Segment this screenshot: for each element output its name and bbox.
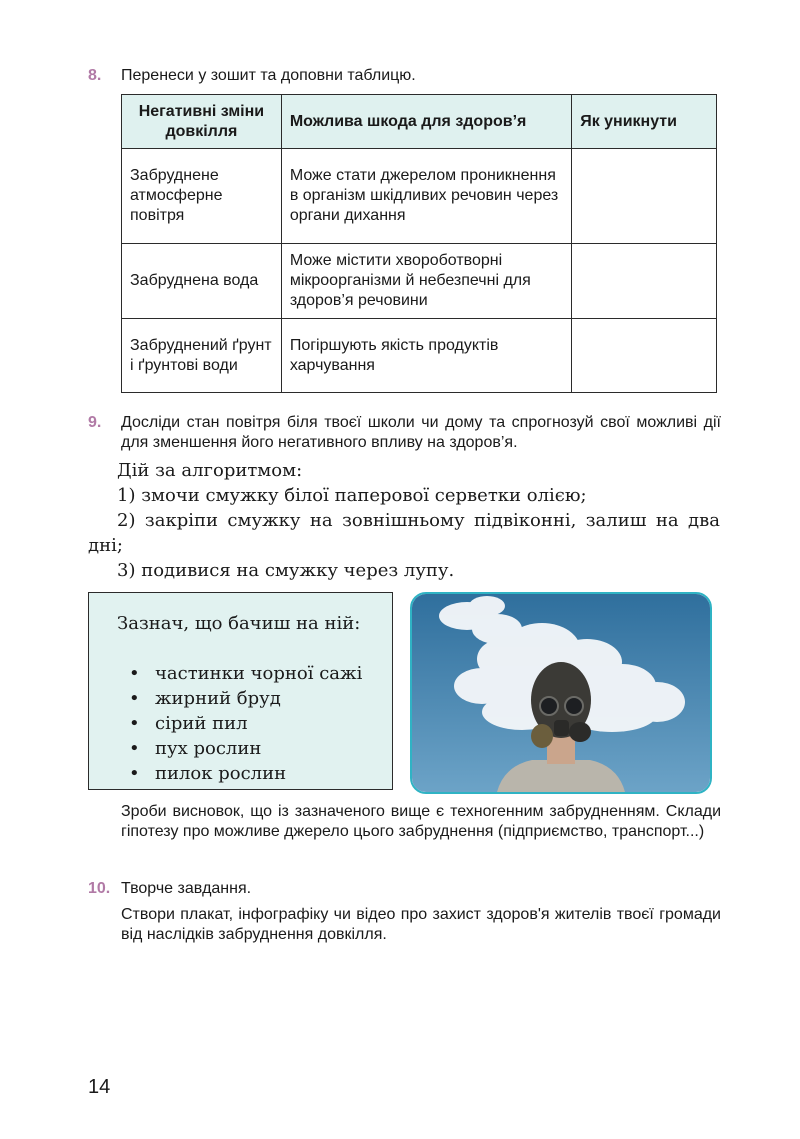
- task-8-heading: [88, 66, 416, 86]
- list-item: [129, 761, 362, 786]
- observation-box: [88, 592, 393, 790]
- table-header-row: [122, 95, 717, 149]
- task-10-heading: [88, 879, 251, 899]
- table-cell: Може стати джерелом проникнення в організм шкідливих речовин через органи дихання: [281, 149, 571, 244]
- algorithm-title: Дій за алгоритмом:: [117, 460, 303, 481]
- list-item-text: сірий пил: [155, 713, 248, 734]
- bullet: •: [129, 663, 140, 684]
- table-cell: Забруднена вода: [122, 244, 282, 319]
- pollution-table: [121, 94, 717, 393]
- table-row: [122, 319, 717, 393]
- bullet: •: [129, 688, 140, 709]
- table-cell: [572, 244, 717, 319]
- task-title: Творче завдання.: [121, 880, 252, 897]
- list-item: [129, 736, 362, 761]
- task-number: 10.: [88, 880, 111, 897]
- table-cell: Погіршують якість продуктів харчування: [281, 319, 571, 393]
- table-row: [122, 244, 717, 319]
- list-item-text: жирний бруд: [155, 688, 281, 709]
- algorithm-step: 3) подивися на смужку через лупу.: [117, 560, 455, 581]
- bullet: •: [129, 763, 140, 784]
- algorithm-step: 2) закріпи смужку на зовнішньому підвіконні, залиш на два дні;: [88, 510, 720, 556]
- column-header: Можлива шкода для здоров’я: [281, 95, 571, 149]
- observation-list: [129, 661, 362, 786]
- gas-mask-cloud-photo: [410, 592, 712, 794]
- table-cell: Забруднене атмосферне повітря: [122, 149, 282, 244]
- task-number: 8.: [88, 67, 102, 84]
- conclusion-text: Зроби висновок, що із зазначеного вище є техногенним забрудненням. Склади гіпотезу про можливе джерело цього забруднення (підприємство, транспорт...): [121, 803, 721, 840]
- algorithm-step: 1) змочи смужку білої паперової серветки олією;: [117, 485, 587, 506]
- task-text: Досліди стан повітря біля твоєї школи чи дому та спрогнозуй свої можливі дії для зменшення його негативного впливу на здоров’я.: [121, 414, 721, 451]
- table-cell: Забруднений ґрунт і ґрунтові води: [122, 319, 282, 393]
- bullet: •: [129, 738, 140, 759]
- list-item: [129, 661, 362, 686]
- list-item-text: пилок рослин: [155, 763, 287, 784]
- column-header: Негативні зміни довкілля: [122, 95, 282, 149]
- column-header: Як уникнути: [572, 95, 717, 149]
- bullet: •: [129, 713, 140, 734]
- table-cell: [572, 149, 717, 244]
- list-item-text: частинки чорної сажі: [155, 663, 363, 684]
- task-text: Перенеси у зошит та доповни таблицю.: [121, 67, 416, 84]
- list-item: [129, 686, 362, 711]
- table-cell: [572, 319, 717, 393]
- task-number: 9.: [88, 414, 102, 431]
- list-item: [129, 711, 362, 736]
- page-number: 14: [88, 1076, 111, 1098]
- table-row: [122, 149, 717, 244]
- observation-intro: Зазнач, що бачиш на ній:: [117, 613, 361, 634]
- table-cell: Може містити хвороботворні мікроорганізми й небезпечні для здоров’я речовини: [281, 244, 571, 319]
- task-text: Створи плакат, інфографіку чи відео про захист здоров'я жителів твоєї громади від наслідків забруднення довкілля.: [121, 906, 721, 943]
- list-item-text: пух рослин: [155, 738, 262, 759]
